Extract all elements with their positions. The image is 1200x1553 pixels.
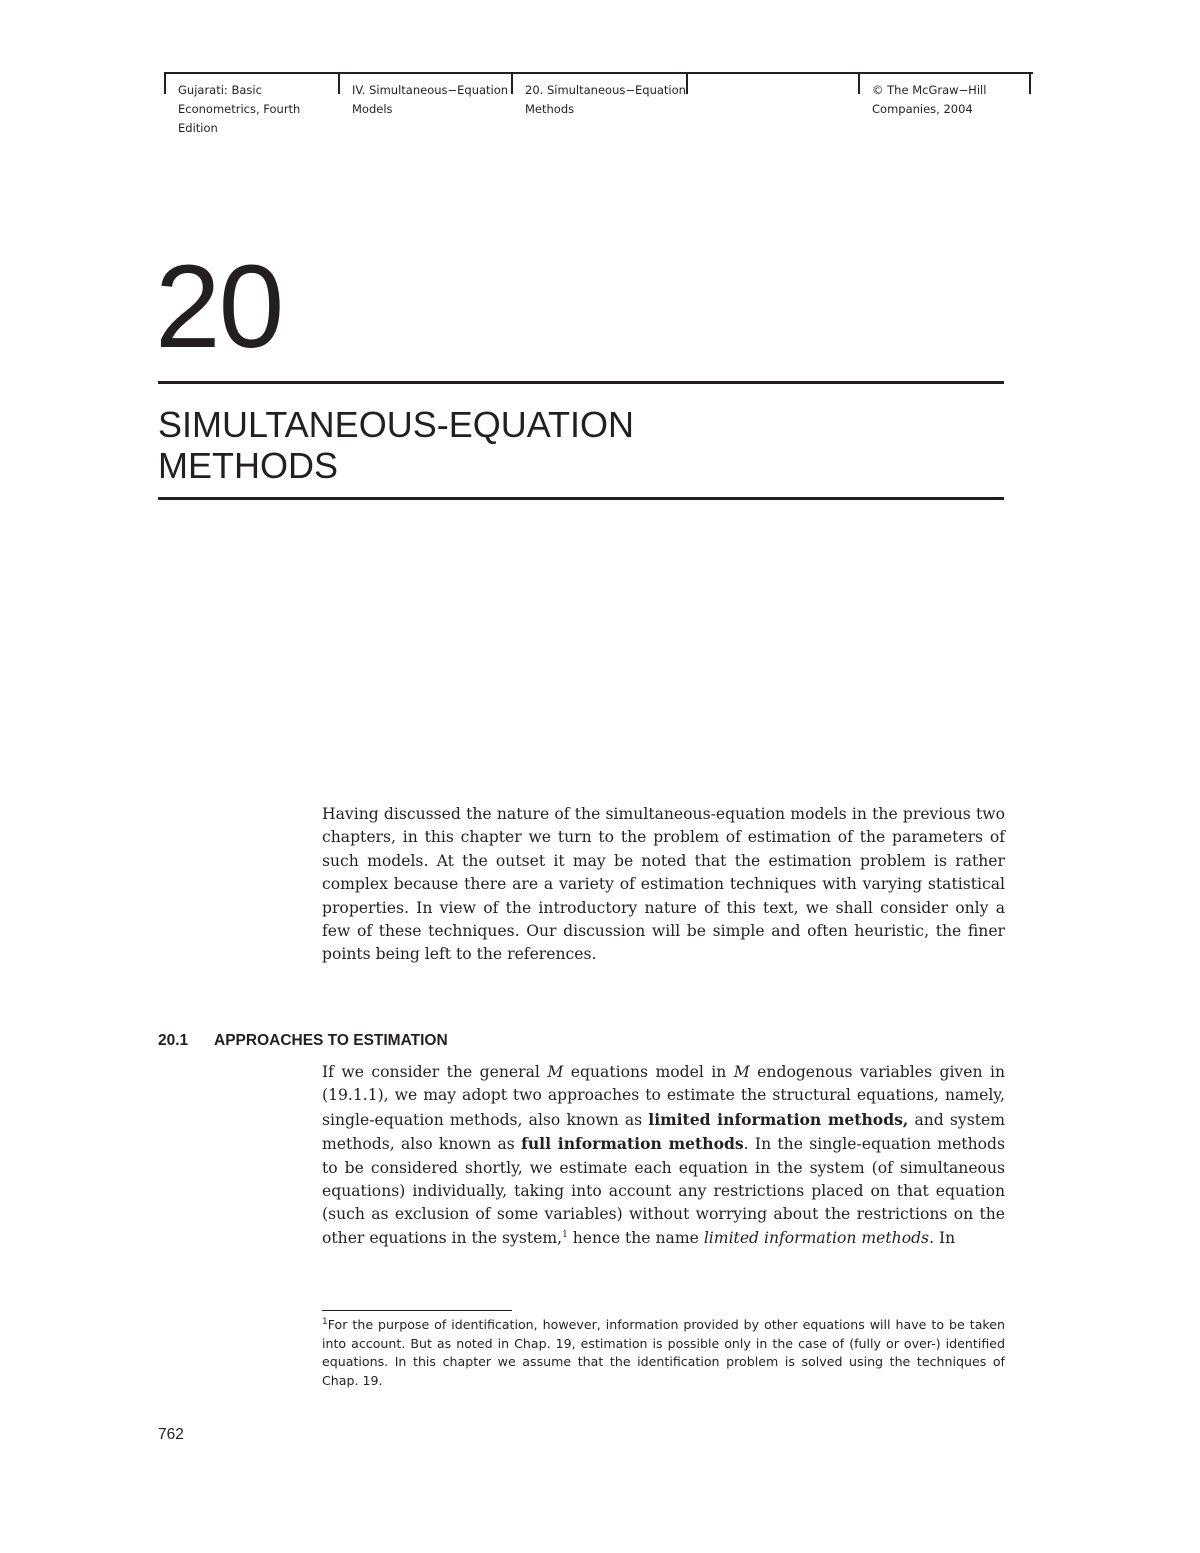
header-rule	[164, 72, 1033, 74]
header-divider	[338, 72, 340, 94]
header-chapter-line: Methods	[525, 102, 575, 116]
footnote	[322, 1316, 1005, 1390]
intro-paragraph: Having discussed the nature of the simultaneous-equation models in the previous two chapters, in this chapter we turn to the problem of estimation of the parameters of such models. At the outset it may be noted that the estimation problem is rather complex because there are a variety of estimation techniques with varying statistical properties. In view of the introductory nature of this text, we shall consider only a few of these techniques. Our discussion will be simple and often heuristic, the finer points being left to the references.	[322, 805, 1005, 964]
header-part	[352, 81, 508, 119]
header-copyright	[872, 81, 986, 119]
header-divider	[686, 72, 688, 94]
footnote-reference: 1	[562, 1229, 568, 1240]
header-part-line: Models	[352, 102, 393, 116]
header-copyright-line: Companies, 2004	[872, 102, 973, 116]
chapter-bottom-rule	[158, 497, 1004, 500]
italic-term: limited information methods	[703, 1228, 930, 1247]
header-chapter-line: 20. Simultaneous−Equation	[525, 83, 686, 97]
chapter-top-rule	[158, 381, 1004, 384]
text-run: endogenous variables given in (19.1.1), we may adopt two approaches to estimate the structural equations, namely, single-equation methods, also known as	[322, 1063, 1005, 1129]
header-book-title-line: Econometrics, Fourth	[178, 102, 301, 116]
chapter-title-line: METHODS	[158, 445, 338, 486]
header-divider	[1029, 72, 1031, 94]
footnote-rule	[322, 1310, 512, 1311]
text-run: and system methods, also known as	[322, 1110, 1005, 1154]
header-book-title-line: Gujarati: Basic	[178, 83, 262, 97]
header-book-title-line: Edition	[178, 121, 218, 135]
bold-term: limited information methods,	[648, 1109, 909, 1129]
section-number: 20.1	[158, 1032, 189, 1049]
italic-variable: M	[547, 1063, 564, 1081]
text-run: hence the name	[567, 1228, 704, 1247]
bold-term: full information methods	[521, 1134, 744, 1154]
section-title: APPROACHES TO ESTIMATION	[214, 1032, 448, 1049]
header-part-line: IV. Simultaneous−Equation	[352, 83, 509, 97]
page-number: 762	[158, 1426, 184, 1443]
header-copyright-line: © The McGraw−Hill	[872, 83, 987, 97]
header-divider	[858, 72, 860, 94]
text-run: . In	[929, 1228, 956, 1247]
header-book-title	[178, 81, 300, 138]
running-header	[164, 72, 1033, 142]
header-divider	[511, 72, 513, 94]
chapter-number: 20	[155, 241, 283, 373]
text-run: equations model in	[563, 1063, 734, 1081]
chapter-title-line: SIMULTANEOUS-EQUATION	[158, 404, 635, 445]
text-run: . In the single-equation methods to be considered shortly, we estimate each equation in the system (of simultaneous equations) individually, taking into account any restrictions placed on that equation (such as exclusion of some variables) without worrying about the restrictions on the other equations in the system,	[322, 1135, 1005, 1247]
text-run: If we consider the general	[322, 1063, 548, 1081]
footnote-mark: 1	[322, 1316, 328, 1327]
italic-variable: M	[733, 1063, 750, 1081]
section-heading	[158, 1030, 448, 1052]
footnote-text: For the purpose of identification, however, information provided by other equations will have to be taken into account. But as noted in Chap. 19, estimation is possible only in the case of (fully or over-) identified equations. In this chapter we assume that the identification problem is solved using the techniques of Chap. 19.	[322, 1317, 1005, 1388]
chapter-title	[158, 404, 634, 486]
section-paragraph	[322, 1061, 1005, 1250]
header-chapter	[525, 81, 686, 119]
header-divider	[164, 72, 166, 94]
